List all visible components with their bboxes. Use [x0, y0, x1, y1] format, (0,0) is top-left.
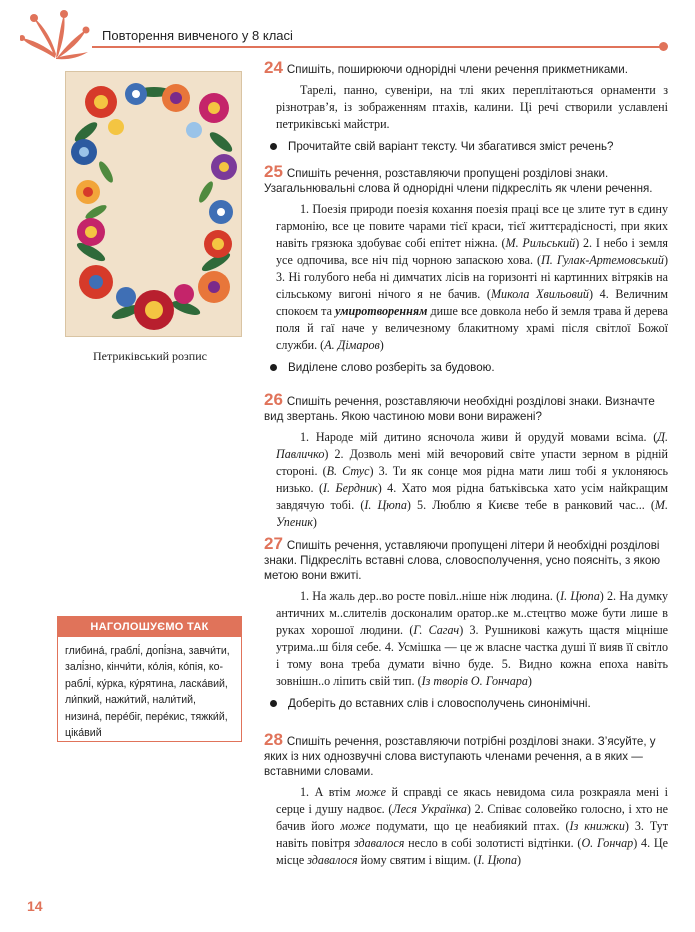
exercise-heading: [264, 164, 674, 196]
exercise-text: 1. А втім може й справді се якась невидома сила розкраяла мені і серце і душу надвоє. (Леся Українка) 2. Співає соловейко голосно, і хто не бачив його може подумати, що це неабиякий птах. (Із книжки) 3. Тут навіть повітря здавалося несло в собі золотисті відтінки. (О. Гончар) 4. Це місце здавалося йому святим і віщим. (І. Цюпа): [276, 785, 668, 867]
exercise-24: [264, 60, 674, 154]
exercise-heading: [264, 392, 674, 424]
header-title: Повторення вивченого у 8 класі: [102, 28, 293, 43]
homonym-word: здавалося: [353, 836, 405, 850]
exercise-instruction: Спишіть речення, розставляючи потрібні розділові знаки. З’ясуйте, у яких із них однозвучні слова виступають членами речення, а в яких — вставними словами.: [264, 735, 656, 778]
stress-line: глибина́, граблі́, допі́зна, завчи́ти,: [65, 645, 230, 657]
stress-line: ціка́вий: [65, 727, 102, 740]
exercise-number: 27: [264, 534, 283, 553]
stress-line: низина́, пере́біг, пере́кис, тяжки́й,: [65, 710, 228, 723]
exercise-text: 1. На жаль дер..во росте повіл..ніше ніж людина. (І. Цюпа) 2. На думку античних м..слителів досконалим оратор..ке м..стецтво може бути лише в руках хорошої людини. (Г. Сагач) 3. Рушникові кажуть щастя міцніше утрима..ш біля себе. 4. Усмішка — це ж власне частка душі її вияв її світло і тому вона треба думати вічно буде. 5. Видно кожна епоха навіть зовнішн..о ліпить свій тип. (Із творів О. Гончара): [276, 589, 668, 688]
author: І. Цюпа: [477, 853, 518, 867]
stress-box-title: НАГОЛОШУЄМО ТАК: [58, 617, 241, 637]
author: Г. Сагач: [413, 623, 460, 637]
highlighted-word: умиротворенням: [335, 304, 428, 318]
exercise-instruction: Спишіть речення, розставляючи необхідні розділові знаки. Визначте вид звертань. Якою частиною мови вони виражені?: [264, 395, 655, 423]
exercise-instruction: Спишіть речення, уставляючи пропущені літери й необхідні розділові знаки. Підкресліть вставні слова, словосполучення, усно поясніть, з якою метою вони вжиті.: [264, 539, 661, 582]
author: І. Бердник: [323, 481, 378, 495]
exercise-text: 1. Поезія природи поезія кохання поезія праці все це злите тут в єдину гармонію, все це повите чарами тієї краси, тієї життєрадісності, при яких навіть грязюка здобуває собі епітет ніжна. (М. Рильський) 2. І небо і земля усе одпочива, все ніч під чорною запаскою хова. (П. Гулак-Артемовський) 3. Ні голубого неба ні димчатих лісів на горизонті ні картинних вітряків на сільському вигоні нічого я не бачив. (Микола Хвильовий) 4. Величним спокоєм та умиротворенням дише все довкола небо й земля трава й дерева поля й гаї наче у величезному блакитному храмі після світлої Божої служби. (А. Дімаров): [276, 202, 668, 352]
stress-line: раблі́, ку́рка, ку́рятина, ласка́вий,: [65, 677, 228, 690]
exercise-heading: [264, 732, 674, 779]
author: М. Упеник: [276, 498, 668, 529]
flower-ornament-logo: [20, 8, 90, 60]
exercise-heading: [264, 60, 674, 77]
author: Микола Хвильовий: [490, 287, 589, 301]
exercise-27: [264, 536, 674, 711]
exercise-number: 25: [264, 162, 283, 181]
stress-sidebar-box: [57, 616, 242, 742]
homonym-word: може: [356, 785, 386, 799]
exercise-26: [264, 392, 674, 531]
exercise-heading: [264, 536, 674, 583]
image-caption: Петриківський розпис: [93, 349, 207, 363]
author: А. Дімаров: [324, 338, 380, 352]
petrykivka-painting-image: [65, 71, 242, 337]
header-rule: [92, 46, 662, 48]
stress-line: залі́зно, кінчи́ти, ко́лія, ко́пія, ко-: [65, 661, 224, 674]
header-rule-dot: [659, 42, 668, 51]
author: В. Стус: [326, 464, 370, 478]
author: О. Гончар: [581, 836, 634, 850]
homonym-word: може: [340, 819, 371, 833]
exercise-25: [264, 164, 674, 375]
stress-line: ли́пкий, нажи́тий, нали́тий,: [65, 694, 196, 707]
exercise-task: Прочитайте свій варіант тексту. Чи збагатився зміст речень?: [264, 139, 674, 154]
stress-box-word-list: [58, 637, 241, 741]
exercise-text: Тарелі, панно, сувеніри, на тлі яких переплітаються орнаменти з різнотрав’я, із зображенням птахів, калини. Ці речі створили уславлені петриківські майстри.: [276, 83, 668, 131]
exercise-number: 28: [264, 730, 283, 749]
author: І. Цюпа: [560, 589, 600, 603]
page-number: 14: [27, 898, 43, 914]
author: М. Рильський: [505, 236, 576, 250]
exercise-instruction: Спишіть, поширюючи однорідні члени речення прикметниками.: [286, 63, 628, 76]
author: П. Гулак-Артемовський: [541, 253, 664, 267]
exercise-number: 26: [264, 390, 283, 409]
exercise-instruction: Спишіть речення, розставляючи пропущені розділові знаки. Узагальнювальні слова й однорідні члени підкресліть як члени речення.: [264, 167, 653, 195]
exercise-task: Виділене слово розберіть за будовою.: [264, 360, 674, 375]
homonym-word: здавалося: [307, 853, 358, 867]
petrykivka-floral-illustration: [66, 72, 241, 336]
author: Із творів О. Гончара: [421, 674, 528, 688]
exercise-text: 1. Народе мій дитино ясночола живи й орудуй мовами всіма. (Д. Павличко) 2. Дозволь мені мій вечоровий світе упасти зерном в рідній стороні. (В. Стус) 3. Ти як сонце моя рідна мати лиш тобі я уклоняюсь низько. (І. Бердник) 4. Хато моя рідна батьківська хато усім найкращим завдячую тобі. (І. Цюпа) 5. Люблю я Києве тебе в ранковий час... (М. Упеник): [276, 430, 668, 529]
author: І. Цюпа: [364, 498, 407, 512]
author: Із книжки: [569, 819, 625, 833]
author: Д. Павличко: [276, 430, 668, 461]
author: Леся Українка: [392, 802, 467, 816]
exercise-number: 24: [264, 58, 283, 77]
exercise-28: [264, 732, 674, 869]
exercise-task: Доберіть до вставних слів і словосполучень синонімічні.: [264, 696, 674, 711]
